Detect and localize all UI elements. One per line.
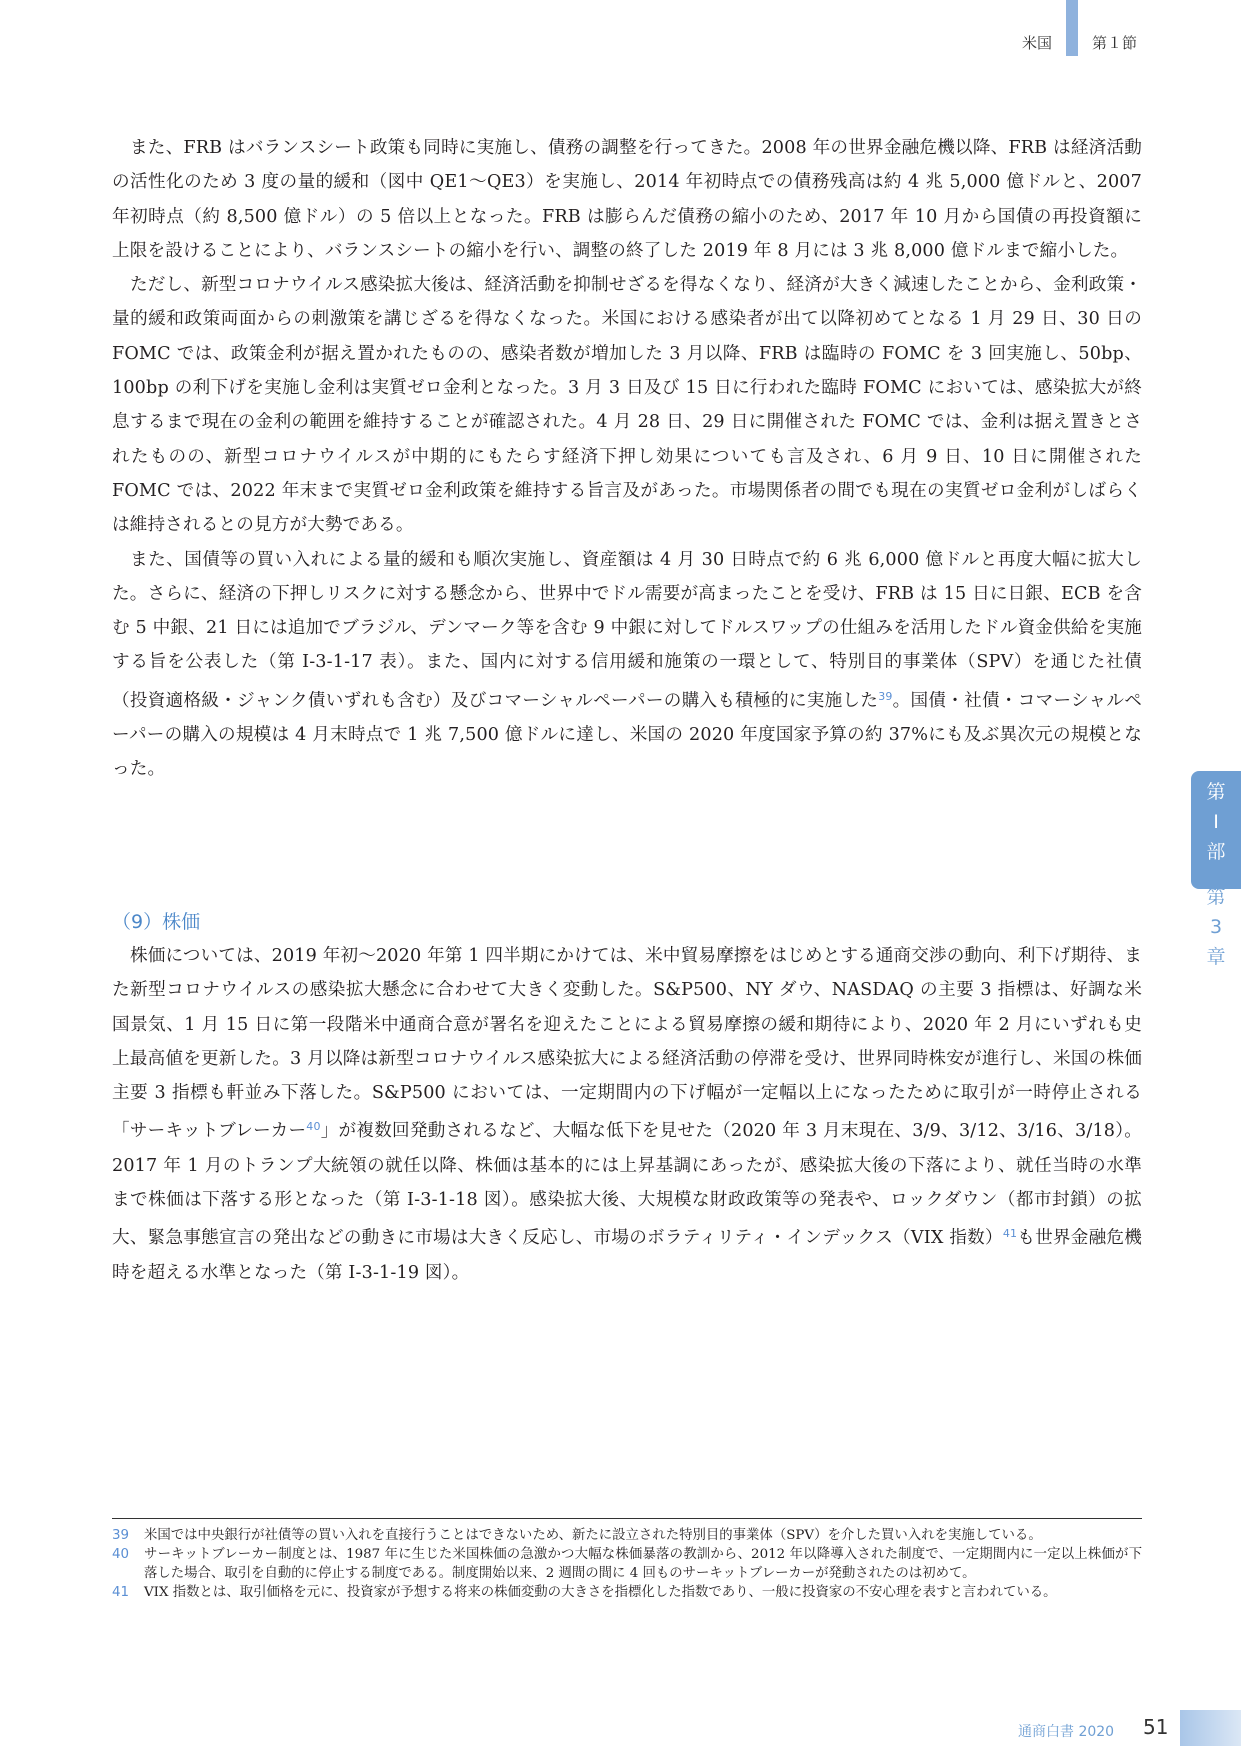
header-divider-bar [1066,0,1078,56]
footnote-ref-40[interactable]: 40 [306,1120,321,1134]
paragraph-text: また、国債等の買い入れによる量的緩和も順次実施し、資産額は 4 月 30 日時点で約 6 兆 6,000 億ドルと再度大幅に拡大した。さらに、経済の下押しリスクに対する懸念から、世界中でドル需要が高まったことを受け、FRB は 15 日に日銀、ECB を含む 5 中銀、21 日には追加でブラジル、デンマーク等を含む 9 中銀に対してドルスワップの仕組みを活用したドル資金供給を実施する旨を公表した（第 I-3-1-17 表）。また、国内に対する信用緩和施策の一環として、特別目的事業体（SPV）を通じた社債（投資適格級・ジャンク債いずれも含む）及びコマーシャルペーパーの購入も積極的に実施した [112,549,1142,711]
section-stock-prices [112,939,1142,1290]
paragraph [112,543,1142,787]
page-number: 51 [1143,1715,1169,1739]
header-section: 第１節 [1092,34,1138,52]
part-tab-char: 第 [1206,781,1226,803]
paragraph-text: も世界金融危機時を超える水準となった（第 I-3-1-19 図）。 [112,1228,1142,1283]
footnote-text: 米国では中央銀行が社債等の買い入れを直接行うことはできないため、新たに設立された特別目的事業体（SPV）を介した買い入れを実施している。 [144,1528,1042,1543]
footnote-item [112,1583,1142,1602]
paragraph-text: 。国債・社債・コマーシャルペーパーの購入の規模は 4 月末時点で 1 兆 7,500 億ドルに達し、米国の 2020 年度国家予算の約 37%にも及ぶ異次元の規模となった。 [112,690,1142,780]
footnote-ref-41[interactable]: 41 [1002,1227,1018,1241]
footer-accent-bar [1180,1710,1241,1746]
footnote-ref-39[interactable]: 39 [878,689,893,703]
chapter-tab[interactable] [1191,876,1241,986]
paragraph-text: 株価については、2019 年初〜2020 年第 1 四半期にかけては、米中貿易摩擦をはじめとする通商交渉の動向、利下げ期待、また新型コロナウイルスの感染拡大懸念に合わせて大きく変動した。S&P500、NY ダウ、NASDAQ の主要 3 指標は、好調な米国景気、1 月 15 日に第一段階米中通商合意が署名を迎えたことによる貿易摩擦の緩和期待により、2020 年 2 月にいずれも史上最高値を更新した。3 月以降は新型コロナウイルス感染拡大による経済活動の停滞を受け、世界同時株安が進行し、米国の株価主要 3 指標も軒並み下落した。S&P500 においては、一定期間内の下げ幅が一定幅以上になったために取引が一時停止される「サーキットブレーカー [112,946,1142,1142]
footer-publication-title: 通商白書 2020 [1018,1724,1115,1740]
paragraph: また、FRB はバランスシート政策も同時に実施し、債務の調整を行ってきた。2008 年の世界金融危機以降、FRB は経済活動の活性化のため 3 度の量的緩和（図中 QE1〜QE3）を実施し、2014 年初時点での債務残高は約 4 兆 5,000 億ドルと、2007 年初時点（約 8,500 億ドル）の 5 倍以上となった。FRB は膨らんだ債務の縮小のため、2017 年 10 月から国債の再投資額に上限を設けることにより、バランスシートの縮小を行い、調整の終了した 2019 年 8 月には 3 兆 8,000 億ドルまで縮小した。 [112,138,1142,261]
paragraph [112,939,1142,1290]
footnotes [112,1526,1142,1602]
chapter-tab-char: 第 [1206,886,1226,908]
footnote-text: サーキットブレーカー制度とは、1987 年に生じた米国株価の急激かつ大幅な株価暴落の教訓から、2012 年以降導入された制度で、一定期間内に一定以上株価が下落した場合、取引を自動的に停止する制度である。制度開始以来、2 週間の間に 4 回ものサーキットブレーカーが発動されたのは初めて。 [144,1547,1142,1581]
chapter-tab-char: 3 [1209,916,1223,938]
footnote-item [112,1526,1142,1545]
part-tab-char: 部 [1206,841,1226,863]
footnote-text: VIX 指数とは、取引価格を元に、投資家が予想する将来の株価変動の大きさを指標化した指数であり、一般に投資家の不安心理を表すと言われている。 [144,1585,1057,1600]
section-heading-stock-prices: （9）株価 [112,911,201,933]
footnote-divider [112,1518,1142,1519]
part-tab[interactable] [1191,771,1241,889]
footnote-number: 40 [112,1547,130,1562]
section-monetary-policy [112,131,1142,787]
paragraph: ただし、新型コロナウイルス感染拡大後は、経済活動を抑制せざるを得なくなり、経済が大きく減速したことから、金利政策・量的緩和政策両面からの刺激策を講じざるを得なくなった。米国における感染者が出て以降初めてとなる 1 月 29 日、30 日の FOMC では、政策金利が据え置かれたものの、感染者数が増加した 3 月以降、FRB は臨時の FOMC を 3 回実施し、50bp、100bp の利下げを実施し金利は実質ゼロ金利となった。3 月 3 日及び 15 日に行われた臨時 FOMC においては、感染拡大が終息するまで現在の金利の範囲を維持することが確認された。4 月 28 日、29 日に開催された FOMC では、金利は据え置きとされたものの、新型コロナウイルスが中期的にもたらす経済下押し効果についても言及され、6 月 9 日、10 日に開催された FOMC では、2022 年末まで実質ゼロ金利政策を維持する旨言及があった。市場関係者の間でも現在の実質ゼロ金利がしばらくは維持されるとの見方が大勢である。 [112,275,1142,536]
footnote-number: 41 [112,1585,130,1600]
header-country: 米国 [1022,34,1053,52]
footnote-number: 39 [112,1528,130,1543]
chapter-tab-char: 章 [1206,946,1226,968]
part-tab-char: I [1213,811,1219,833]
paragraph-text: 」が複数回発動されるなど、大幅な低下を見せた（2020 年 3 月末現在、3/9、3/12、3/16、3/18）。2017 年 1 月のトランプ大統領の就任以降、株価は基本的には上昇基調にあったが、感染拡大後の下落により、就任当時の水準まで株価は下落する形となった（第 I-3-1-18 図）。感染拡大後、大規模な財政政策等の発表や、ロックダウン（都市封鎖）の拡大、緊急事態宣言の発出などの動きに市場は大きく反応し、市場のボラティリティ・インデックス（VIX 指数） [112,1121,1143,1249]
footnote-item [112,1545,1142,1583]
